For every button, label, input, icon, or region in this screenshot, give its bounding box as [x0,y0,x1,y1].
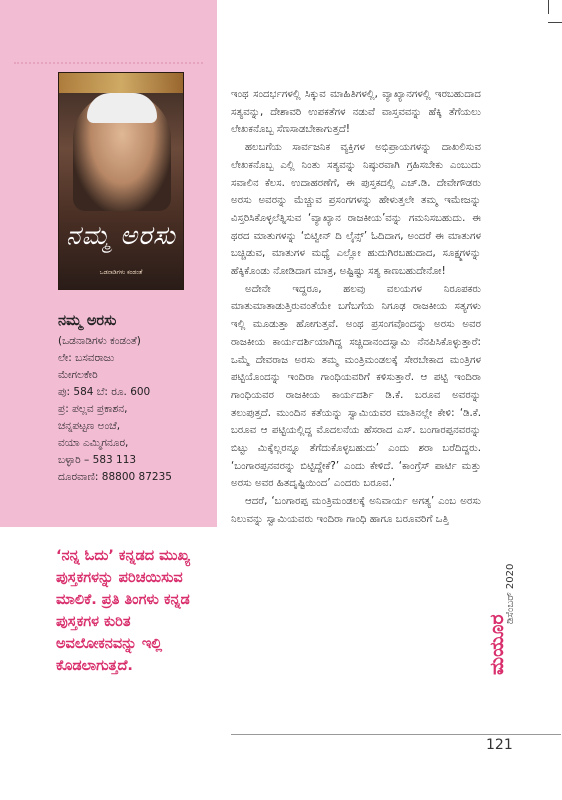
article-paragraph: ಹಲಬಗೆಯ ಸಾರ್ವಜನಿಕ ವ್ಯಕ್ತಿಗಳ ಅಭಿಪ್ರಾಯಗಳನ್ನು ದಾಖಲಿಸುವ ಲೇಖಕನೊಬ್ಬ ಎಲ್ಲಿ ನಿಂತು ಸತ್ಯವನ್ನು ನಿಷ್ಠುರವಾಗಿ ಗ್ರಹಿಸಬೇಕು ಎಂಬುದು ಸವಾಲಿನ ಕೆಲಸ. ಉದಾಹರಣೆಗೆ, ಈ ಪುಸ್ತಕದಲ್ಲಿ ಎಚ್.ಡಿ. ದೇವೇಗೌಡರು ಅರಸು ಅವರನ್ನು ಮೆಚ್ಚುವ ಪ್ರಸಂಗಗಳನ್ನು ಹೇಳುತ್ತಲೇ ತಮ್ಮ ಇಮೇಜನ್ನು ವಿಸ್ತರಿಸಿಕೊಳ್ಳಲೆತ್ನಿಸುವ ‘ವ್ಯಾಖ್ಯಾನ ರಾಜಕೀಯ’ವನ್ನು ಗಮನಿಸಬಹುದು. ಈ ಥರದ ಮಾತುಗಳನ್ನು ‘ಬಿಟ್ವೀನ್ ದಿ ಲೈನ್ಸ್’ ಓದಿದಾಗ, ಅಂದರೆ ಈ ಮಾತುಗಳ ಬಚ್ಚಿಡುವ, ಮಾತುಗಳ ಮಧ್ಯೆ ಎಲ್ಲೋ ಹುದುಗಿರಬಹುದಾದ, ಸೂಕ್ಷ್ಮಗಳನ್ನು ಹೆಕ್ಕಿಕೊಂಡು ನೋಡಿದಾಗ ಮಾತ್ರ, ಅಷ್ಟಿಷ್ಟು ಸತ್ಯ ಕಾಣಬಹುದೇನೋ! [231,142,481,278]
book-title: ನಮ್ಮ ಅರಸು [58,313,117,329]
cover-subtitle: ಒಡನಾಡಿಗಳು ಕಂಡಂತೆ [99,269,143,276]
divider [14,62,203,64]
article-paragraph: ಅದೇನೇ ಇದ್ದರೂ, ಹಲವು ವಲಯಗಳ ನಿರೂಪಕರು ಮಾತುಮಾತಾಡುತ್ತಿರುವಂತೆಯೇ ಬಗೆಬಗೆಯ ನಿಗೂಢ ರಾಜಕೀಯ ಸತ್ಯಗಳು ಇಲ್ಲಿ ಮೂಡುತ್ತಾ ಹೋಗುತ್ತವೆ. ಅಂಥ ಪ್ರಸಂಗವೊಂದನ್ನು ಅರಸು ಅವರ ರಾಜಕೀಯ ಕಾರ್ಯದರ್ಶಿಯಾಗಿದ್ದ ಸಚ್ಚಿದಾನಂದಸ್ವಾಮಿ ನೆನಪಿಸಿಕೊಳ್ಳುತ್ತಾರೆ: ಒಮ್ಮೆ ದೇವರಾಜ ಅರಸು ತಮ್ಮ ಮಂತ್ರಿಮಂಡಲಕ್ಕೆ ಸೇರಬೇಕಾದ ಮಂತ್ರಿಗಳ ಪಟ್ಟಿಯೊಂದನ್ನು ಇಂದಿರಾ ಗಾಂಧಿಯವರಿಗೆ ಕಳಿಸುತ್ತಾರೆ. ಆ ಪಟ್ಟಿ ಇಂದಿರಾ ಗಾಂಧಿಯವರ ರಾಜಕೀಯ ಕಾರ್ಯದರ್ಶಿ ಡಿ.ಕೆ. ಬರೂವ ಅವರನ್ನು ತಲುಪುತ್ತದೆ. ಮುಂದಿನ ಕತೆಯನ್ನು ಸ್ವಾಮಿಯವರ ಮಾತಿನಲ್ಲೇ ಕೇಳಿ: ‘ಡಿ.ಕೆ. ಬರೂವ ಆ ಪಟ್ಟಿಯಲ್ಲಿದ್ದ ಮೊದಲನೆಯ ಹೆಸರಾದ ಎಸ್. ಬಂಗಾರಪ್ಪನವರನ್ನು ಬಿಟ್ಟು ಮಿಕ್ಕೆಲ್ಲರನ್ನೂ ತೆಗೆದುಕೊಳ್ಳಬಹುದು’ ಎಂದು ಶರಾ ಬರೆದಿದ್ದರು. ‘ಬಂಗಾರಪ್ಪನವರನ್ನು ಬಿಟ್ಟಿದ್ದೇಕೆ?’ ಎಂದು ಕೇಳಿದೆ. ‘ಕಾಂಗ್ರೆಸ್ ಪಾರ್ಟಿ ಮತ್ತು ಅರಸು ಅವರ ಹಿತದೃಷ್ಟಿಯಿಂದ’ ಎಂದರು ಬರೂವ.’ [231,283,481,490]
series-description: ‘ನನ್ನ ಓದು’ ಕನ್ನಡದ ಮುಖ್ಯ ಪುಸ್ತಕಗಳನ್ನು ಪರಿಚಯಿಸುವ ಮಾಲಿಕೆ. ಪ್ರತಿ ತಿಂಗಳು ಕನ್ನಡ ಪುಸ್ತಕಗಳ ಕುರಿತ ಅವಲೋಕನವನ್ನು ಇಲ್ಲಿ ಕೊಡಲಾಗುತ್ತದೆ. [56,548,191,674]
book-detail: ವಯಾ ಎಮ್ಮಿಗನೂರ, [58,437,129,449]
book-detail: ಬಳ್ಳಾರಿ – 583 113 [58,454,137,466]
book-detail: ಚನ್ನಪಟ್ಟಣ ಅಂಚೆ, [58,420,121,432]
book-detail: ಪ್ರ: ಪಲ್ಲವ ಪ್ರಕಾಶನ, [58,403,128,415]
crop-mark-top-right [548,0,549,14]
book-cover-image [58,72,184,290]
book-detail: (ಒಡನಾಡಿಗಳು ಕಂಡಂತೆ) [58,335,141,347]
crop-mark-right [548,22,562,23]
footer-rule [231,734,561,735]
page-number: 121 [486,737,513,753]
book-detail: ಪು: 584 ಬೆ: ರೂ. 600 [58,386,151,398]
issue-date: ಡಿಸೆಂಬರ್ 2020 [505,563,516,624]
magazine-name: ಮಯೂರ [486,614,508,675]
book-info [58,313,208,486]
cover-banner [59,73,183,93]
book-detail: ಮೇಗಲಕೇರಿ [58,369,98,381]
article-body [231,86,481,529]
article-paragraph: ಆದರೆ, ‘ಬಂಗಾರಪ್ಪ ಮಂತ್ರಿಮಂಡಲಕ್ಕೆ ಅನಿವಾರ್ಯ ಅಗತ್ಯ’ ಎಂಬ ಅರಸು ನಿಲುವನ್ನು ಸ್ವಾಮಿಯವರು ಇಂದಿರಾ ಗಾಂಧಿ ಹಾಗೂ ಬರೂವರಿಗೆ ಒತ್ತಿ [231,496,481,525]
article-paragraph: ಇಂಥ ಸಂದರ್ಭಗಳಲ್ಲಿ ಸಿಕ್ಕುವ ಮಾಹಿತಿಗಳಲ್ಲಿ, ವ್ಯಾಖ್ಯಾನಗಳಲ್ಲಿ ಇರಬಹುದಾದ ಸತ್ಯವನ್ನು, ದೇಶಾವರಿ ಉಪಕತೆಗಳ ನಡುವೆ ವಾಸ್ತವವನ್ನು ಹೆಕ್ಕಿ ತೆಗೆಯಲು ಲೇಖಕನೊಬ್ಬ ಸೆಣಸಾಡಬೇಕಾಗುತ್ತದೆ! [231,89,481,136]
portrait-hair [87,93,157,123]
book-detail: ಲೇ: ಬಸವರಾಜು [58,352,115,364]
cover-title: ನಮ್ಮ ಅರಸು [66,221,176,251]
book-detail: ದೂರವಾಣಿ: 88800 87235 [58,471,172,483]
